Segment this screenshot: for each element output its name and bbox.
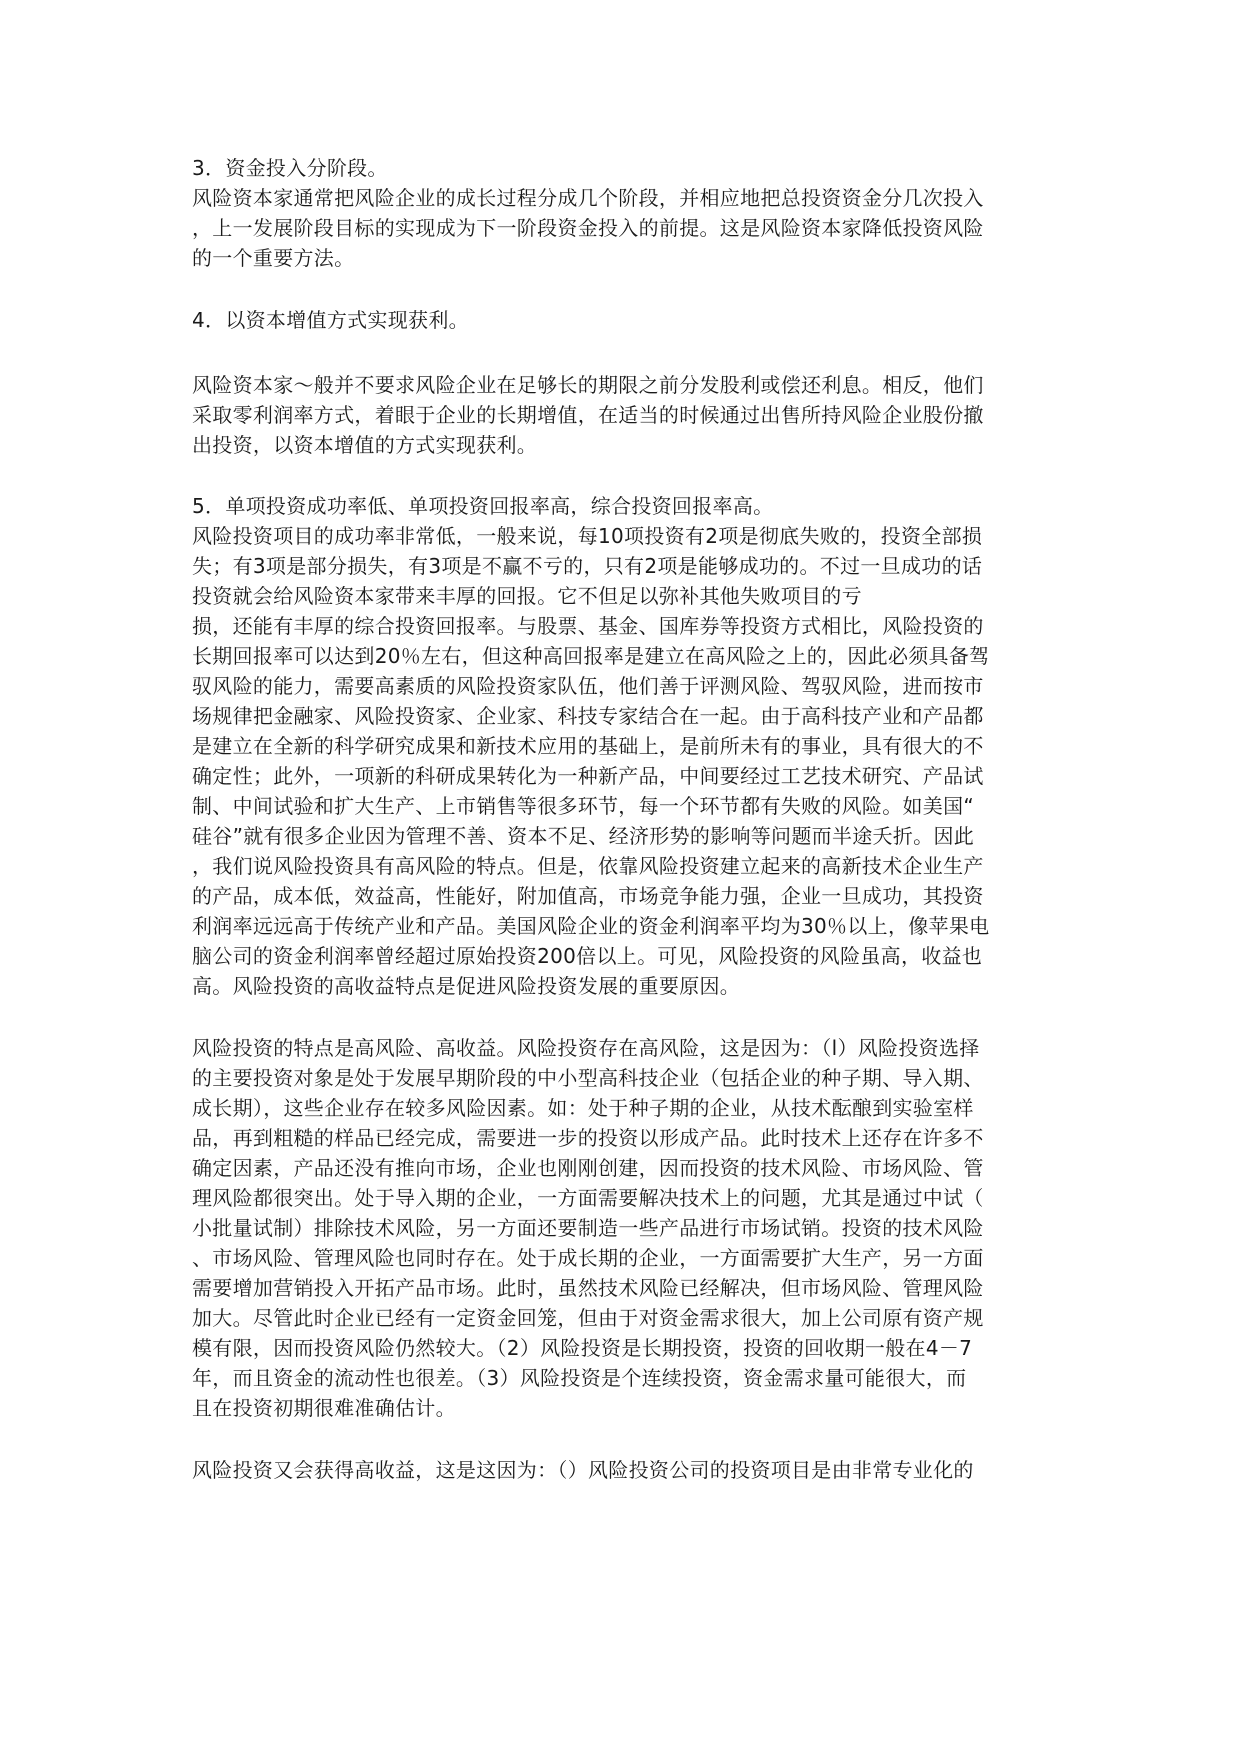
paragraph-line: 的主要投资对象是处于发展早期阶段的中小型高科技企业（包括企业的种子期、导入期、: [192, 1066, 984, 1090]
paragraph-line: 长期回报率可以达到20％左右，但这种高回报率是建立在高风险之上的，因此必须具备驾: [192, 644, 990, 668]
paragraph-line: 是建立在全新的科学研究成果和新技术应用的基础上，是前所未有的事业，具有很大的不: [192, 734, 984, 758]
paragraph-line: 出投资，以资本增值的方式实现获利。: [192, 433, 538, 457]
paragraph-line: 采取零利润率方式，着眼于企业的长期增值，在适当的时候通过出售所持风险企业股份撤: [192, 403, 984, 427]
paragraph-line: 且在投资初期很难准确估计。: [192, 1396, 456, 1420]
paragraph-line: 投资就会给风险资本家带来丰厚的回报。它不但足以弥补其他失败项目的亏: [192, 584, 862, 608]
paragraph-line: 小批量试制）排除技术风险，另一方面还要制造一些产品进行市场试销。投资的技术风险: [192, 1216, 984, 1240]
paragraph-line: 风险资本家通常把风险企业的成长过程分成几个阶段，并相应地把总投资资金分几次投入: [192, 186, 984, 210]
paragraph-line: 风险投资又会获得高收益，这是这因为：（）风险投资公司的投资项目是由非常专业化的: [192, 1458, 974, 1482]
paragraph-line: 制、中间试验和扩大生产、上市销售等很多环节，每一个环节都有失败的风险。如美国“: [192, 794, 975, 818]
paragraph-line: 确定因素，产品还没有推向市场，企业也刚刚创建，因而投资的技术风险、市场风险、管: [192, 1156, 984, 1180]
paragraph-line: 风险投资的特点是高风险、高收益。风险投资存在高风险，这是因为：（l）风险投资选择: [192, 1036, 980, 1060]
paragraph-line: 风险投资项目的成功率非常低，一般来说，每10项投资有2项是彻底失败的，投资全部损: [192, 524, 983, 548]
paragraph-line: 的产品，成本低，效益高，性能好，附加值高，市场竞争能力强，企业一旦成功，其投资: [192, 884, 984, 908]
paragraph-line: 高。风险投资的高收益特点是促进风险投资发展的重要原因。: [192, 974, 741, 998]
paragraph-line: 品，再到粗糙的样品已经完成，需要进一步的投资以形成产品。此时技术上还存在许多不: [192, 1126, 984, 1150]
paragraph-line: 利润率远远高于传统产业和产品。美国风险企业的资金利润率平均为30％以上，像苹果电: [192, 914, 990, 938]
paragraph-line: 年，而且资金的流动性也很差。（3）风险投资是个连续投资，资金需求量可能很大，而: [192, 1366, 967, 1390]
paragraph-line: 硅谷”就有很多企业因为管理不善、资本不足、经济形势的影响等问题而半途夭折。因此: [192, 824, 975, 848]
paragraph-line: 需要增加营销投入开拓产品市场。此时，虽然技术风险已经解决，但市场风险、管理风险: [192, 1276, 984, 1300]
paragraph-line: 的一个重要方法。: [192, 246, 355, 270]
paragraph-line: ，上一发展阶段目标的实现成为下一阶段资金投入的前提。这是风险资本家降低投资风险: [192, 216, 984, 240]
paragraph-line: 风险资本家～般并不要求风险企业在足够长的期限之前分发股利或偿还利息。相反，他们: [192, 373, 984, 397]
paragraph-line: 确定性；此外，一项新的科研成果转化为一种新产品，中间要经过工艺技术研究、产品试: [192, 764, 984, 788]
paragraph-line: 脑公司的资金利润率曾经超过原始投资200倍以上。可见，风险投资的风险虽高，收益也: [192, 944, 983, 968]
paragraph-line: 损，还能有丰厚的综合投资回报率。与股票、基金、国库券等投资方式相比，风险投资的: [192, 614, 984, 638]
section-4-heading: 4．以资本增值方式实现获利。: [192, 308, 469, 332]
paragraph-line: ，我们说风险投资具有高风险的特点。但是，依靠风险投资建立起来的高新技术企业生产: [192, 854, 984, 878]
paragraph-line: 驭风险的能力，需要高素质的风险投资家队伍，他们善于评测风险、驾驭风险，进而按市: [192, 674, 984, 698]
section-3-heading: 3．资金投入分阶段。: [192, 156, 388, 180]
paragraph-line: 场规律把金融家、风险投资家、企业家、科技专家结合在一起。由于高科技产业和产品都: [192, 704, 984, 728]
paragraph-line: 成长期），这些企业存在较多风险因素。如：处于种子期的企业，从技术酝酿到实验室样: [192, 1096, 974, 1120]
paragraph-line: 加大。尽管此时企业已经有一定资金回笼，但由于对资金需求很大，加上公司原有资产规: [192, 1306, 984, 1330]
paragraph-line: 模有限，因而投资风险仍然较大。（2）风险投资是长期投资，投资的回收期一般在4－7: [192, 1336, 973, 1360]
paragraph-line: 、市场风险、管理风险也同时存在。处于成长期的企业，一方面需要扩大生产，另一方面: [192, 1246, 984, 1270]
section-5-heading: 5．单项投资成功率低、单项投资回报率高，综合投资回报率高。: [192, 494, 774, 518]
paragraph-line: 失；有3项是部分损失，有3项是不赢不亏的，只有2项是能够成功的。不过一旦成功的话: [192, 554, 983, 578]
paragraph-line: 理风险都很突出。处于导入期的企业，一方面需要解决技术上的问题，尤其是通过中试（: [192, 1186, 984, 1210]
